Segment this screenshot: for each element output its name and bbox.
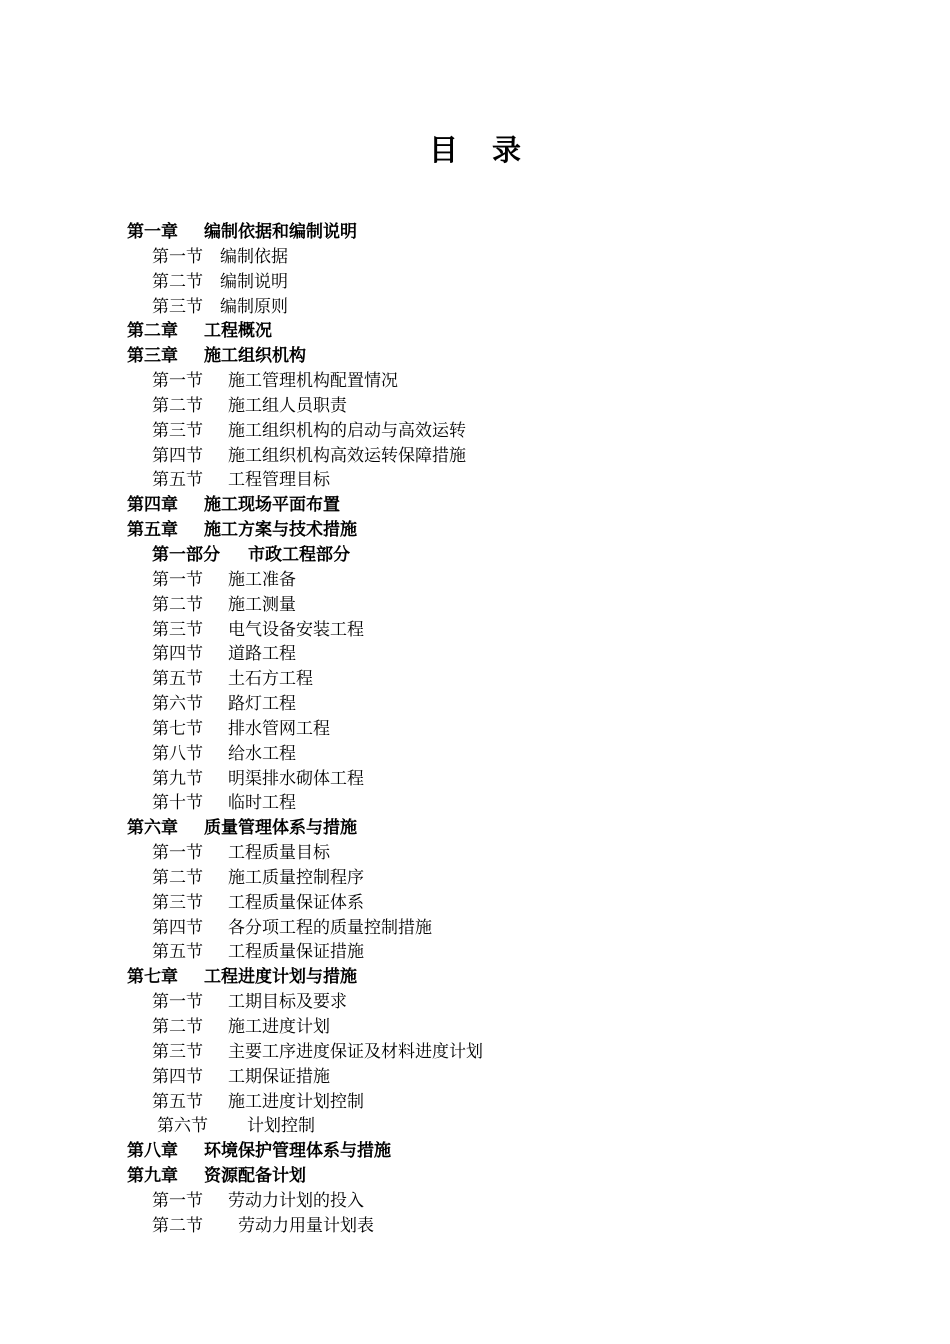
toc-entry-number: 第一节 bbox=[152, 843, 203, 864]
toc-entry-title: 市政工程部分 bbox=[248, 544, 350, 565]
toc-entry-number: 第一节 bbox=[152, 992, 203, 1013]
toc-entry-section bbox=[127, 891, 827, 916]
toc-entry-number: 第二节 bbox=[152, 594, 203, 615]
toc-entry-title: 明渠排水砌体工程 bbox=[228, 768, 364, 789]
toc-entry-section bbox=[127, 767, 827, 792]
toc-entry-title: 工程质量保证体系 bbox=[228, 892, 364, 913]
toc-entry-number: 第六章 bbox=[127, 818, 178, 839]
toc-entry-title: 给水工程 bbox=[228, 743, 296, 764]
toc-entry-chapter bbox=[127, 1139, 827, 1164]
toc-entry-number: 第六节 bbox=[157, 1116, 208, 1137]
table-of-contents bbox=[127, 220, 827, 1239]
toc-entry-title: 编制依据 bbox=[220, 246, 288, 267]
toc-entry-title: 施工准备 bbox=[228, 569, 296, 590]
toc-entry-section bbox=[127, 270, 827, 295]
toc-entry-number: 第二节 bbox=[152, 1215, 203, 1236]
toc-entry-section bbox=[127, 940, 827, 965]
toc-entry-title: 路灯工程 bbox=[228, 694, 296, 715]
toc-entry-chapter bbox=[127, 344, 827, 369]
toc-entry-section bbox=[127, 295, 827, 320]
toc-entry-title: 临时工程 bbox=[228, 793, 296, 814]
toc-entry-number: 第三节 bbox=[152, 619, 203, 640]
toc-entry-section bbox=[127, 990, 827, 1015]
toc-entry-chapter bbox=[127, 816, 827, 841]
toc-entry-title: 道路工程 bbox=[228, 644, 296, 665]
toc-entry-number: 第三节 bbox=[152, 892, 203, 913]
toc-entry-number: 第六节 bbox=[152, 694, 203, 715]
toc-entry-title: 工期目标及要求 bbox=[228, 992, 347, 1013]
toc-entry-section bbox=[127, 468, 827, 493]
toc-entry-title: 工期保证措施 bbox=[228, 1066, 330, 1087]
toc-entry-section bbox=[127, 568, 827, 593]
toc-entry-section bbox=[127, 841, 827, 866]
toc-entry-section bbox=[127, 667, 827, 692]
toc-entry-title: 电气设备安装工程 bbox=[228, 619, 364, 640]
toc-entry-title: 工程质量保证措施 bbox=[228, 942, 364, 963]
toc-entry-number: 第一部分 bbox=[152, 544, 220, 565]
toc-entry-number: 第四章 bbox=[127, 495, 178, 516]
toc-entry-section bbox=[127, 916, 827, 941]
toc-entry-number: 第二节 bbox=[152, 1017, 203, 1037]
toc-entry-title: 施工组织机构 bbox=[204, 346, 306, 367]
toc-entry-title: 工程进度计划与措施 bbox=[204, 967, 357, 988]
toc-entry-title: 质量管理体系与措施 bbox=[204, 818, 357, 839]
toc-entry-chapter bbox=[127, 319, 827, 344]
toc-entry-number: 第九节 bbox=[152, 768, 203, 789]
toc-entry-section bbox=[127, 1214, 827, 1239]
toc-entry-title: 施工组织机构的启动与高效运转 bbox=[228, 420, 466, 441]
toc-entry-number: 第一节 bbox=[152, 246, 203, 267]
toc-entry-title: 劳动力计划的投入 bbox=[228, 1190, 364, 1211]
toc-entry-section bbox=[127, 593, 827, 618]
toc-entry-number: 第八章 bbox=[127, 1141, 178, 1162]
toc-entry-title: 工程管理目标 bbox=[228, 470, 330, 491]
toc-entry-section bbox=[127, 742, 827, 767]
toc-entry-number: 第四节 bbox=[152, 445, 203, 466]
toc-entry-title: 各分项工程的质量控制措施 bbox=[228, 917, 432, 938]
toc-entry-number: 第一节 bbox=[152, 371, 203, 392]
toc-entry-section bbox=[127, 717, 827, 742]
toc-entry-number: 第二节 bbox=[152, 395, 203, 416]
toc-entry-number: 第三节 bbox=[152, 1041, 203, 1062]
toc-entry-title: 排水管网工程 bbox=[228, 718, 330, 739]
toc-entry-number: 第四节 bbox=[152, 917, 203, 938]
toc-entry-section bbox=[127, 394, 827, 419]
toc-entry-title: 环境保护管理体系与措施 bbox=[204, 1141, 391, 1162]
toc-entry-title: 编制原则 bbox=[220, 296, 288, 317]
toc-entry-number: 第三章 bbox=[127, 346, 178, 367]
toc-entry-number: 第五节 bbox=[152, 669, 203, 690]
toc-entry-chapter bbox=[127, 1164, 827, 1189]
toc-entry-number: 第四节 bbox=[152, 1066, 203, 1087]
toc-entry-title: 施工进度计划控制 bbox=[228, 1091, 364, 1112]
toc-entry-section bbox=[127, 866, 827, 891]
toc-entry-title: 施工测量 bbox=[228, 594, 296, 615]
toc-entry-section bbox=[127, 692, 827, 717]
toc-entry-title: 劳动力用量计划表 bbox=[238, 1215, 374, 1236]
toc-entry-number: 第一章 bbox=[127, 222, 178, 242]
toc-entry-number: 第十节 bbox=[152, 793, 203, 814]
toc-entry-number: 第七章 bbox=[127, 967, 178, 988]
toc-entry-section bbox=[127, 1065, 827, 1090]
toc-entry-number: 第四节 bbox=[152, 644, 203, 665]
toc-entry-section bbox=[127, 1090, 827, 1115]
toc-entry-section bbox=[127, 1189, 827, 1214]
toc-entry-section bbox=[127, 1015, 827, 1040]
toc-entry-number: 第三节 bbox=[152, 420, 203, 441]
toc-entry-chapter bbox=[127, 493, 827, 518]
toc-entry-section bbox=[127, 419, 827, 444]
toc-entry-title: 工程概况 bbox=[204, 321, 272, 342]
toc-entry-section bbox=[127, 444, 827, 469]
toc-entry-number: 第一节 bbox=[152, 569, 203, 590]
toc-entry-number: 第五节 bbox=[152, 942, 203, 963]
toc-entry-title: 主要工序进度保证及材料进度计划 bbox=[228, 1041, 483, 1062]
toc-entry-title: 计划控制 bbox=[247, 1116, 315, 1137]
toc-entry-number: 第二节 bbox=[152, 867, 203, 888]
toc-entry-number: 第九章 bbox=[127, 1166, 178, 1187]
toc-entry-title: 编制说明 bbox=[220, 271, 288, 292]
toc-entry-number: 第五章 bbox=[127, 520, 178, 541]
toc-entry-number: 第八节 bbox=[152, 743, 203, 764]
toc-entry-number: 第七节 bbox=[152, 718, 203, 739]
toc-entry-section bbox=[127, 642, 827, 667]
toc-entry-title: 施工质量控制程序 bbox=[228, 867, 364, 888]
toc-entry-title: 施工方案与技术措施 bbox=[204, 520, 357, 541]
toc-entry-number: 第二节 bbox=[152, 271, 203, 292]
toc-entry-title: 土石方工程 bbox=[228, 669, 313, 690]
toc-entry-section bbox=[127, 618, 827, 643]
toc-entry-title: 工程质量目标 bbox=[228, 843, 330, 864]
toc-entry-number: 第五节 bbox=[152, 470, 203, 491]
toc-entry-title: 施工管理机构配置情况 bbox=[228, 371, 398, 392]
toc-entry-section bbox=[127, 369, 827, 394]
toc-entry-title: 施工组织机构高效运转保障措施 bbox=[228, 445, 466, 466]
toc-entry-section bbox=[127, 1040, 827, 1065]
toc-entry-title: 施工组人员职责 bbox=[228, 395, 347, 416]
toc-entry-title: 编制依据和编制说明 bbox=[204, 222, 357, 242]
toc-entry-chapter bbox=[127, 965, 827, 990]
toc-entry-section bbox=[127, 1114, 827, 1139]
toc-entry-section bbox=[127, 245, 827, 270]
toc-entry-chapter bbox=[127, 220, 827, 245]
toc-entry-number: 第三节 bbox=[152, 296, 203, 317]
page-title: 目录 bbox=[428, 133, 555, 167]
toc-entry-number: 第二章 bbox=[127, 321, 178, 342]
toc-entry-chapter bbox=[127, 518, 827, 543]
toc-entry-title: 资源配备计划 bbox=[204, 1166, 306, 1187]
toc-entry-part bbox=[127, 543, 827, 568]
toc-entry-number: 第五节 bbox=[152, 1091, 203, 1112]
toc-entry-section bbox=[127, 791, 827, 816]
toc-entry-title: 施工现场平面布置 bbox=[204, 495, 340, 516]
toc-entry-number: 第一节 bbox=[152, 1190, 203, 1211]
toc-entry-title: 施工进度计划 bbox=[228, 1017, 330, 1037]
